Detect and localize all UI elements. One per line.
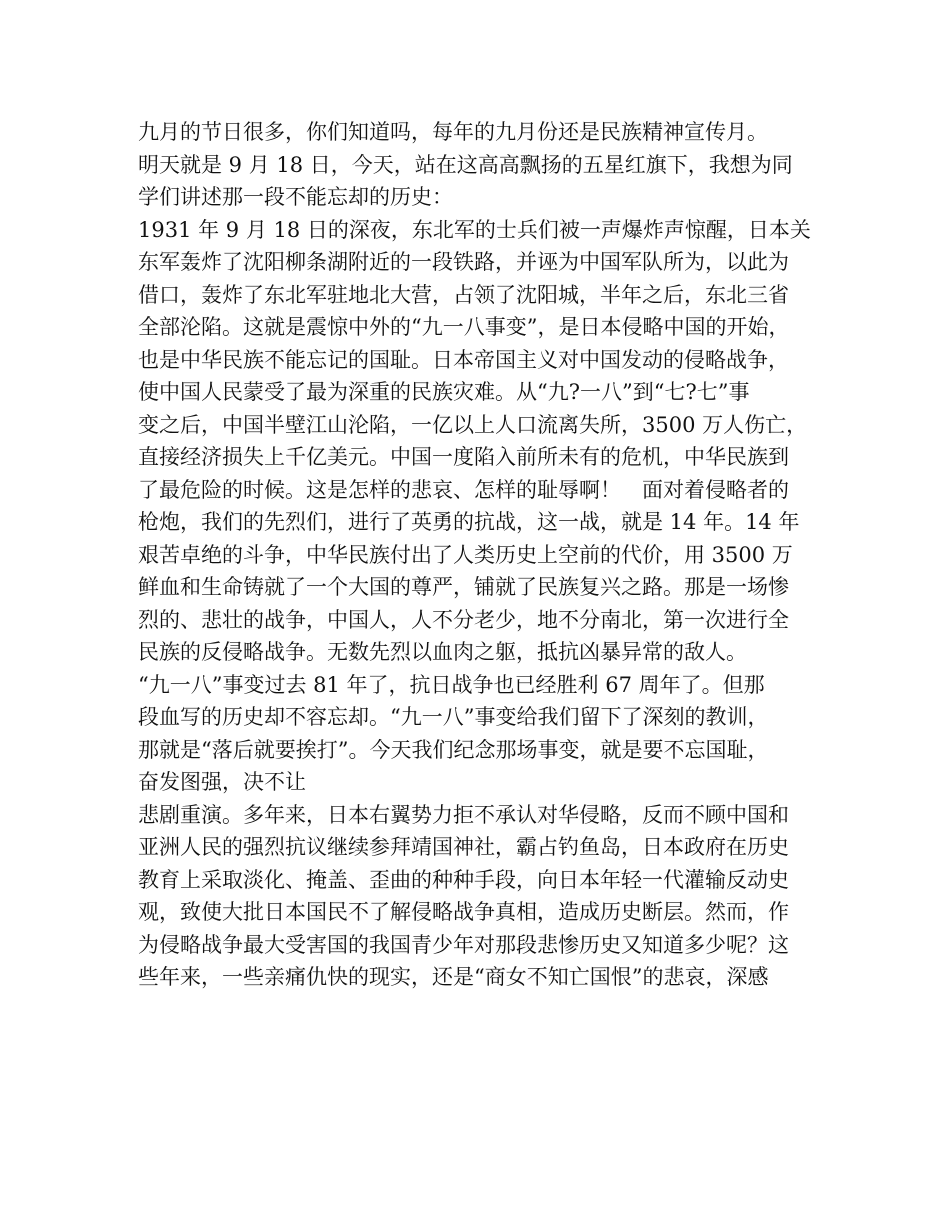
text-line: 东军轰炸了沈阳柳条湖附近的一段铁路，并诬为中国军队所为，以此为 xyxy=(138,250,789,274)
text-line: 鲜血和生命铸就了一个大国的尊严，铺就了民族复兴之路。那是一场惨 xyxy=(138,575,789,599)
text-line: “九一八”事变过去 81 年了，抗日战争也已经胜利 67 周年了。但那 xyxy=(138,672,765,697)
text-line: 直接经济损失上千亿美元。中国一度陷入前所未有的危机，中华民族到 xyxy=(138,445,789,469)
text-line: 些年来，一些亲痛仇快的现实，还是“商女不知亡国恨”的悲哀，深感 xyxy=(138,965,769,989)
text-line: 段血写的历史却不容忘却。“九一八”事变给我们留下了深刻的教训， xyxy=(138,705,769,729)
text-line: 烈的、悲壮的战争，中国人，人不分老少，地不分南北，第一次进行全 xyxy=(138,607,789,632)
text-line: 观，致使大批日本国民不了解侵略战争真相，造成历史断层。然而，作 xyxy=(138,900,789,924)
text-line: 学们讲述那一段不能忘却的历史： xyxy=(138,185,453,209)
text-line: 教育上采取淡化、掩盖、歪曲的种种手段，向日本年轻一代灌输反动史 xyxy=(138,867,789,892)
text-line: 了最危险的时候。这是怎样的悲哀、怎样的耻辱啊！ 面对着侵略者的 xyxy=(138,477,789,502)
text-line: 借口，轰炸了东北军驻地北大营，占领了沈阳城，半年之后，东北三省 xyxy=(138,282,789,307)
text-line: 奋发图强，决不让 xyxy=(138,770,306,794)
text-line: 1931 年 9 月 18 日的深夜，东北军的士兵们被一声爆炸声惊醒，日本关 xyxy=(138,217,811,242)
text-line: 变之后，中国半壁江山沦陷，一亿以上人口流离失所，3500 万人伤亡， xyxy=(138,412,808,437)
speech-text xyxy=(138,116,828,994)
text-line: 悲剧重演。多年来，日本右翼势力拒不承认对华侵略，反而不顾中国和 xyxy=(138,802,789,827)
text-line: 民族的反侵略战争。无数先烈以血肉之躯，抵抗凶暴异常的敌人。 xyxy=(138,640,747,664)
text-line: 使中国人民蒙受了最为深重的民族灾难。从“九?一八”到“七?七”事 xyxy=(138,380,750,404)
text-line: 全部沦陷。这就是震惊中外的“九一八事变”，是日本侵略中国的开始， xyxy=(138,315,790,339)
text-line: 枪炮，我们的先烈们，进行了英勇的抗战，这一战，就是 14 年。14 年 xyxy=(138,510,800,534)
text-line: 为侵略战争最大受害国的我国青少年对那段悲惨历史又知道多少呢？这 xyxy=(138,932,789,957)
text-line: 那就是“落后就要挨打”。今天我们纪念那场事变，就是要不忘国耻， xyxy=(138,737,769,762)
text-line: 明天就是 9 月 18 日，今天，站在这高高飘扬的五星红旗下，我想为同 xyxy=(138,152,793,177)
text-line: 也是中华民族不能忘记的国耻。日本帝国主义对中国发动的侵略战争， xyxy=(138,347,789,372)
text-line: 九月的节日很多，你们知道吗，每年的九月份还是民族精神宣传月。 xyxy=(138,120,768,144)
text-line: 艰苦卓绝的斗争，中华民族付出了人类历史上空前的代价，用 3500 万 xyxy=(138,542,793,567)
text-line: 亚洲人民的强烈抗议继续参拜靖国神社，霸占钓鱼岛，日本政府在历史 xyxy=(138,835,789,859)
